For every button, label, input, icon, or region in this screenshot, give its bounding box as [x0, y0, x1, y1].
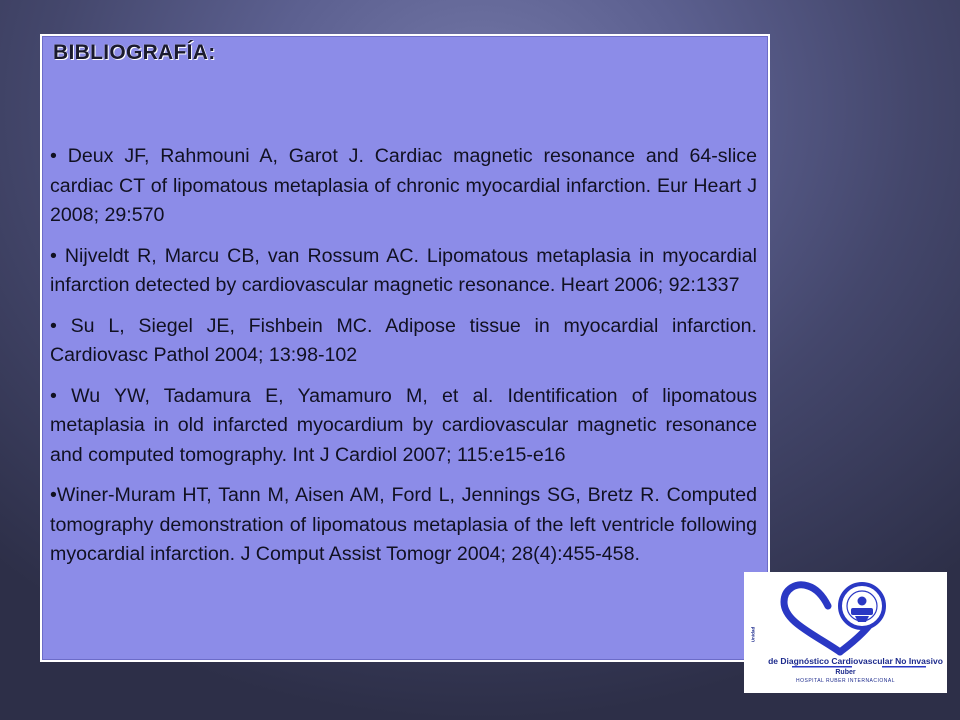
logo-caption-line1: de Diagnóstico Cardiovascular No Invasivo: [768, 656, 943, 666]
reference-item: • Su L, Siegel JE, Fishbein MC. Adipose tissue in myocardial infarction. Cardiovasc Pathol 2004; 13:98-102: [50, 314, 757, 366]
reference-item: • Wu YW, Tadamura E, Yamamuro M, et al. Identification of lipomatous metaplasia in old infarcted myocardium by cardiovascular magnetic resonance and computed tomography. Int J Cardiol 2007; 115:e15-e16: [50, 384, 757, 466]
bibliography-box: [40, 34, 770, 662]
reference-item: • Deux JF, Rahmouni A, Garot J. Cardiac magnetic resonance and 64-slice cardiac CT of lipomatous metaplasia of chronic myocardial infarction. Eur Heart J 2008; 29:570: [50, 145, 757, 226]
reference-item: •Winer-Muram HT, Tann M, Aisen AM, Ford L, Jennings SG, Bretz R. Computed tomography demonstration of lipomatous metaplasia of the left ventricle following myocardial infarction. J Comput Assist Tomogr 2004; 28(4):455-458.: [50, 484, 757, 565]
hospital-logo: [744, 572, 947, 693]
reference-list: [50, 142, 757, 581]
logo-vertical-caption: Unidad: [750, 626, 756, 643]
logo-caption-line3: HOSPITAL RUBER INTERNACIONAL: [795, 678, 895, 684]
logo-caption-line2: Ruber: [835, 669, 856, 676]
bibliography-title: BIBLIOGRAFÍA:: [53, 41, 216, 64]
reference-item: • Nijveldt R, Marcu CB, van Rossum AC. Lipomatous metaplasia in myocardial infarction detected by cardiovascular magnetic resonance. Heart 2006; 92:1337: [50, 244, 757, 296]
